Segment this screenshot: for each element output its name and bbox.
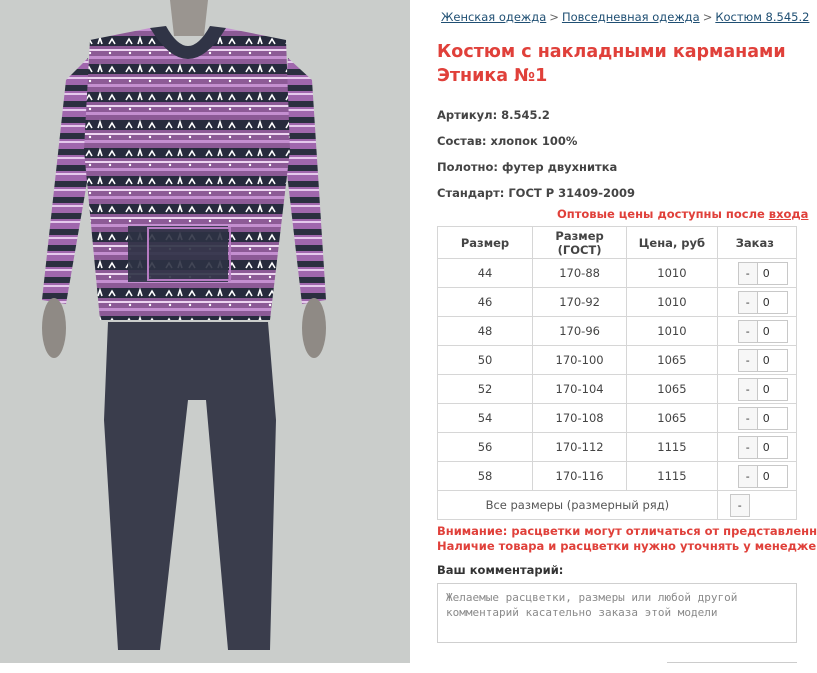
breadcrumb-separator: > xyxy=(702,10,713,24)
quantity-stepper xyxy=(738,407,796,430)
size-cell: 56 xyxy=(438,433,533,462)
breadcrumb-current-product[interactable]: Костюм 8.545.2 xyxy=(715,10,810,24)
quantity-stepper xyxy=(738,378,796,401)
product-title-line2: Этника №1 xyxy=(437,66,548,86)
warning-line1: Внимание: расцветки могут отличаться от представленн xyxy=(437,524,817,538)
breadcrumb-womens-clothing[interactable]: Женская одежда xyxy=(441,10,547,24)
header-gost-size: Размер (ГОСТ) xyxy=(533,227,627,259)
product-photo[interactable] xyxy=(0,0,410,663)
minus-button[interactable]: - xyxy=(738,378,758,401)
product-illustration xyxy=(0,0,410,663)
breadcrumb-casual-clothing[interactable]: Повседневная одежда xyxy=(561,10,700,24)
quantity-input[interactable]: 0 xyxy=(758,291,788,314)
order-cell xyxy=(717,462,796,491)
size-row xyxy=(438,317,797,346)
minus-button[interactable]: - xyxy=(738,291,758,314)
size-table-header xyxy=(438,227,797,259)
all-sizes-label: Все размеры (размерный ряд) xyxy=(438,491,718,520)
quantity-input[interactable]: 0 xyxy=(758,378,788,401)
minus-button[interactable]: - xyxy=(738,320,758,343)
price-cell: 1115 xyxy=(627,433,718,462)
gost-size-cell: 170-112 xyxy=(533,433,627,462)
minus-button[interactable]: - xyxy=(738,262,758,285)
size-row xyxy=(438,288,797,317)
order-cell xyxy=(717,346,796,375)
breadcrumb-separator: > xyxy=(549,10,559,24)
gost-size-cell: 170-108 xyxy=(533,404,627,433)
quantity-stepper xyxy=(738,436,796,459)
quantity-stepper xyxy=(738,465,796,488)
minus-button[interactable]: - xyxy=(738,349,758,372)
size-row xyxy=(438,462,797,491)
gost-size-cell: 170-116 xyxy=(533,462,627,491)
order-cell xyxy=(717,317,796,346)
price-cell: 1065 xyxy=(627,404,718,433)
quantity-input[interactable]: 0 xyxy=(758,349,788,372)
product-info xyxy=(437,0,817,673)
comment-textarea[interactable] xyxy=(437,583,797,643)
price-cell: 1065 xyxy=(627,375,718,404)
quantity-stepper xyxy=(738,291,796,314)
size-table xyxy=(437,226,797,520)
quantity-stepper xyxy=(738,320,796,343)
quantity-input[interactable]: 0 xyxy=(758,465,788,488)
header-price: Цена, руб xyxy=(627,227,718,259)
wholesale-text: Оптовые цены доступны после xyxy=(557,207,769,221)
order-cell xyxy=(717,404,796,433)
size-cell: 44 xyxy=(438,259,533,288)
all-sizes-row xyxy=(438,491,797,520)
product-article: Артикул: 8.545.2 xyxy=(437,108,550,122)
minus-button[interactable]: - xyxy=(738,465,758,488)
product-standard: Стандарт: ГОСТ Р 31409-2009 xyxy=(437,186,635,200)
minus-button[interactable]: - xyxy=(738,407,758,430)
gost-size-cell: 170-92 xyxy=(533,288,627,317)
header-size: Размер xyxy=(438,227,533,259)
order-cell xyxy=(717,433,796,462)
quantity-input[interactable]: 0 xyxy=(758,407,788,430)
all-sizes-order-cell xyxy=(717,491,796,520)
all-sizes-minus-button[interactable]: - xyxy=(730,494,750,517)
size-row xyxy=(438,404,797,433)
gost-size-cell: 170-104 xyxy=(533,375,627,404)
gost-size-cell: 170-100 xyxy=(533,346,627,375)
gost-size-cell: 170-88 xyxy=(533,259,627,288)
order-cell xyxy=(717,375,796,404)
quantity-input[interactable]: 0 xyxy=(758,262,788,285)
size-row xyxy=(438,346,797,375)
header-order: Заказ xyxy=(717,227,796,259)
product-title xyxy=(437,40,786,88)
size-row xyxy=(438,259,797,288)
size-cell: 48 xyxy=(438,317,533,346)
wholesale-notice xyxy=(557,207,808,221)
price-cell: 1010 xyxy=(627,259,718,288)
login-link[interactable]: входа xyxy=(768,207,809,221)
quantity-stepper xyxy=(738,349,796,372)
order-cell xyxy=(717,259,796,288)
product-title-line1: Костюм с накладными карманами xyxy=(437,42,786,62)
quantity-input[interactable]: 0 xyxy=(758,320,788,343)
warning-line2: Наличие товара и расцветки нужно уточнять у менедже xyxy=(437,539,817,553)
breadcrumb xyxy=(441,10,809,24)
gost-size-cell: 170-96 xyxy=(533,317,627,346)
product-fabric: Полотно: футер двухнитка xyxy=(437,160,618,174)
comment-label: Ваш комментарий: xyxy=(437,563,564,577)
size-cell: 50 xyxy=(438,346,533,375)
order-cell xyxy=(717,288,796,317)
size-cell: 54 xyxy=(438,404,533,433)
size-cell: 58 xyxy=(438,462,533,491)
price-cell: 1115 xyxy=(627,462,718,491)
size-cell: 52 xyxy=(438,375,533,404)
quantity-input[interactable]: 0 xyxy=(758,436,788,459)
size-cell: 46 xyxy=(438,288,533,317)
price-cell: 1010 xyxy=(627,317,718,346)
price-cell: 1010 xyxy=(627,288,718,317)
minus-button[interactable]: - xyxy=(738,436,758,459)
product-composition: Состав: хлопок 100% xyxy=(437,134,578,148)
size-row xyxy=(438,433,797,462)
divider xyxy=(667,662,797,663)
price-cell: 1065 xyxy=(627,346,718,375)
quantity-stepper xyxy=(738,262,796,285)
size-row xyxy=(438,375,797,404)
color-warning xyxy=(437,524,817,554)
